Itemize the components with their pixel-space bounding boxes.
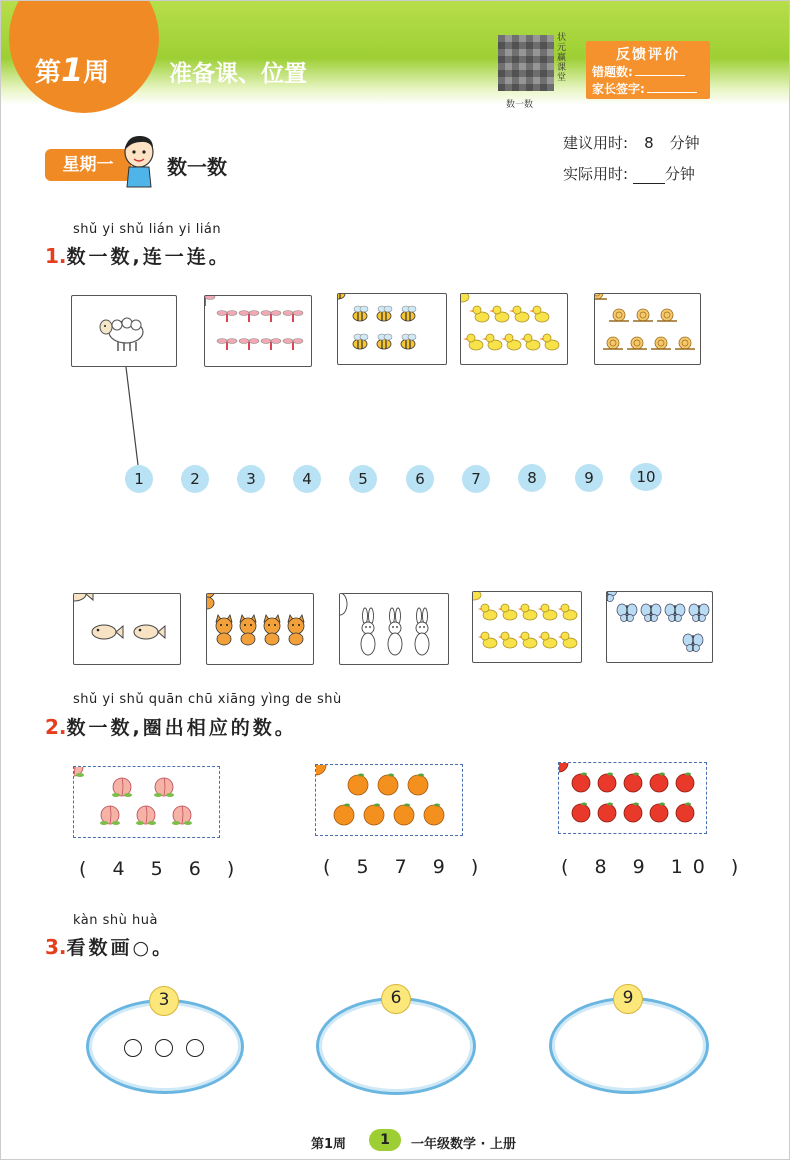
sheep-picture[interactable] [71, 295, 177, 367]
drawn-circle [186, 1039, 204, 1057]
signature-label: 家长签字: [592, 82, 645, 96]
sheep-icon [72, 296, 178, 368]
drawn-circle [155, 1039, 173, 1057]
suggested-time [563, 132, 700, 153]
connection-line [119, 367, 149, 467]
week-number: 1 [61, 51, 84, 89]
apple-group [558, 762, 707, 834]
errors-label: 错题数: [592, 65, 633, 79]
fish-picture[interactable] [73, 593, 181, 665]
footer-week: 第1周 [311, 1137, 347, 1152]
q3-text: 看数画○。 [66, 937, 175, 959]
duck-icon [461, 294, 469, 302]
snail-icon [595, 294, 607, 299]
peach-icon [74, 767, 84, 777]
q2-prompt [45, 713, 297, 740]
suggested-time-label: 建议用时: [563, 134, 629, 152]
header-banner [1, 1, 790, 110]
rabbit-icon [340, 594, 347, 615]
q1-text: 数一数,连一连。 [66, 246, 231, 268]
butterfly-icon [607, 592, 617, 602]
number-circle-6[interactable]: 6 [406, 465, 434, 493]
orange-group [315, 764, 463, 836]
oval-label-9: 9 [613, 984, 643, 1014]
cat-picture[interactable] [206, 593, 314, 665]
chick-picture[interactable] [472, 591, 582, 663]
actual-time [563, 163, 695, 184]
week-suffix: 周 [83, 58, 110, 88]
rabbit-picture[interactable] [339, 593, 449, 665]
orange-choices[interactable]: ( 5 7 9 ) [323, 856, 489, 878]
footer-book: 一年级数学 · 上册 [411, 1137, 516, 1152]
day-badge: 星期一 [45, 149, 131, 181]
q3-pinyin: kàn shù huà [73, 913, 158, 928]
actual-time-blank[interactable] [633, 165, 665, 184]
bee-picture[interactable] [337, 293, 447, 365]
q2-number: 2. [45, 715, 67, 739]
qr-side-text: 状元赢课堂 [557, 33, 567, 83]
suggested-time-value: 8 [644, 134, 654, 152]
errors-row [592, 63, 685, 80]
bee-icon [338, 294, 346, 299]
signature-row [592, 80, 697, 97]
snail-picture[interactable] [594, 293, 701, 365]
number-circle-1[interactable]: 1 [125, 465, 153, 493]
minutes-unit: 分钟 [664, 165, 695, 183]
page-number: 1 [369, 1129, 401, 1151]
q1-prompt [45, 242, 231, 269]
header-topic: 准备课、位置 [169, 61, 307, 87]
week-prefix: 第 [35, 58, 62, 88]
feedback-box [586, 41, 710, 99]
oval-label-3: 3 [149, 986, 179, 1016]
duck-picture[interactable] [460, 293, 568, 365]
drawn-circle [124, 1039, 142, 1057]
chick-icon [473, 592, 481, 600]
signature-blank[interactable] [647, 92, 697, 93]
apple-icon [559, 763, 568, 772]
peach-choices[interactable]: ( 4 5 6 ) [79, 858, 245, 880]
q1-number: 1. [45, 244, 67, 268]
qr-caption: 数一数 [506, 100, 534, 110]
day-title: 数一数 [167, 155, 227, 179]
fish-icon [74, 594, 93, 601]
number-circle-4[interactable]: 4 [293, 465, 321, 493]
peach-group [73, 766, 220, 838]
actual-time-label: 实际用时: [563, 165, 629, 183]
qr-code[interactable] [498, 35, 554, 91]
number-circle-5[interactable]: 5 [349, 465, 377, 493]
dragonfly-icon [205, 296, 215, 306]
q3-prompt [45, 933, 174, 960]
boy-mascot-icon [119, 132, 159, 188]
number-circle-9[interactable]: 9 [575, 464, 603, 492]
cat-icon [207, 594, 215, 609]
q2-text: 数一数,圈出相应的数。 [66, 717, 297, 739]
q1-pinyin: shǔ yi shǔ lián yi lián [73, 222, 222, 237]
dragonfly-picture[interactable] [204, 295, 312, 367]
q3-number: 3. [45, 935, 67, 959]
number-circle-2[interactable]: 2 [181, 465, 209, 493]
feedback-title: 反馈评价 [616, 47, 680, 63]
errors-blank[interactable] [635, 75, 685, 76]
number-circle-10[interactable]: 10 [630, 463, 662, 491]
minutes-unit: 分钟 [669, 134, 700, 152]
butterfly-picture[interactable] [606, 591, 713, 663]
number-circle-8[interactable]: 8 [518, 464, 546, 492]
oval-label-6: 6 [381, 984, 411, 1014]
number-circle-3[interactable]: 3 [237, 465, 265, 493]
number-circle-7[interactable]: 7 [462, 465, 490, 493]
q2-pinyin: shǔ yi shǔ quān chū xiāng yìng de shù [73, 692, 342, 707]
apple-choices[interactable]: ( 8 9 10 ) [561, 856, 749, 878]
orange-icon [316, 765, 326, 775]
week-title [35, 51, 109, 89]
